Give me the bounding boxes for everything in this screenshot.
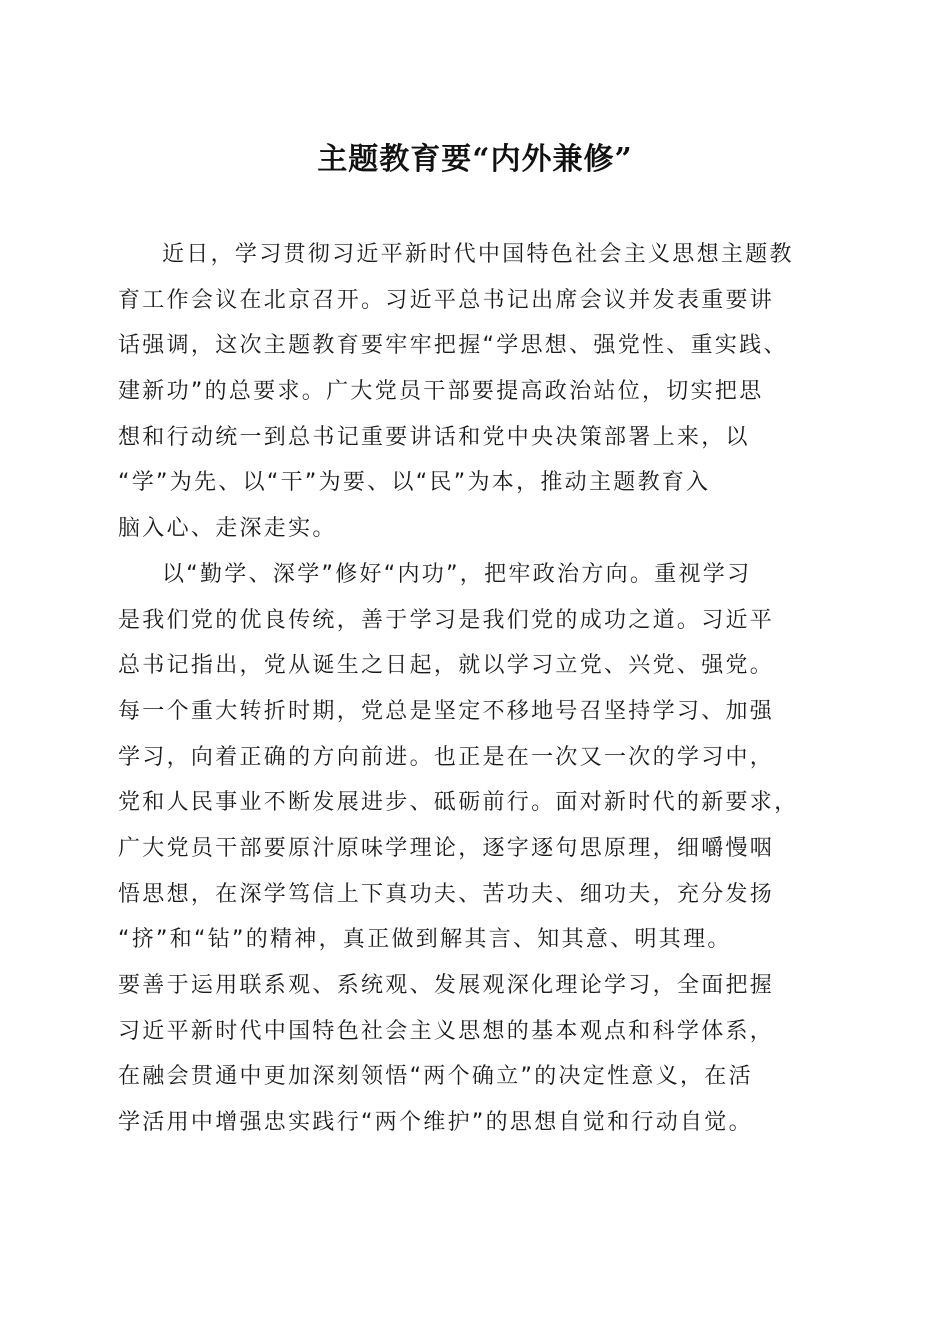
paragraph-line: 习近平新时代中国特色社会主义思想的基本观点和科学体系，: [118, 1018, 775, 1044]
paragraph-line: “学”为先、以“干”为要、以“民”为本，推动主题教育入: [118, 470, 711, 496]
document-body: [118, 232, 838, 1146]
paragraph-line: 每一个重大转折时期，党总是坚定不移地号召坚持学习、加强: [118, 698, 775, 724]
paragraph-line: 广大党员干部要原汁原味学理论，逐字逐句思原理，细嚼慢咽: [118, 835, 775, 861]
paragraph-line: 脑入心、走深走实。: [118, 516, 337, 542]
paragraph-line: 以“勤学、深学”修好“内功”，把牢政治方向。重视学习: [162, 561, 752, 587]
paragraph-line: 在融会贯通中更加深刻领悟“两个确立”的决定性意义，在活: [118, 1064, 753, 1090]
paragraph-2: [118, 552, 838, 1146]
paragraph-1: [118, 232, 838, 552]
paragraph-line: 育工作会议在北京召开。习近平总书记出席会议并发表重要讲: [118, 287, 775, 313]
document-title: 主题教育要“内外兼修”: [317, 142, 633, 177]
paragraph-line: 总书记指出，党从诞生之日起，就以学习立党、兴党、强党。: [118, 653, 775, 679]
paragraph-line: “挤”和“钻”的精神，真正做到解其言、知其意、明其理。: [118, 927, 732, 953]
paragraph-line: 话强调，这次主题教育要牢牢把握“学思想、强党性、重实践、: [118, 333, 788, 359]
paragraph-line: 是我们党的优良传统，善于学习是我们党的成功之道。习近平: [118, 607, 775, 633]
paragraph-line: 建新功”的总要求。广大党员干部要提高政治站位，切实把思: [118, 379, 764, 405]
paragraph-line: 党和人民事业不断发展进步、砥砺前行。面对新时代的新要求，: [118, 790, 799, 816]
paragraph-line: 想和行动统一到总书记重要讲话和党中央决策部署上来，以: [118, 424, 750, 450]
paragraph-line: 近日，学习贯彻习近平新时代中国特色社会主义思想主题教: [162, 242, 794, 267]
paragraph-line: 学习，向着正确的方向前进。也正是在一次又一次的学习中，: [118, 744, 775, 770]
paragraph-line: 学活用中增强忠实践行“两个维护”的思想自觉和行动自觉。: [118, 1110, 753, 1136]
paragraph-line: 悟思想，在深学笃信上下真功夫、苦功夫、细功夫，充分发扬: [118, 881, 775, 907]
paragraph-line: 要善于运用联系观、系统观、发展观深化理论学习，全面把握: [118, 973, 775, 998]
